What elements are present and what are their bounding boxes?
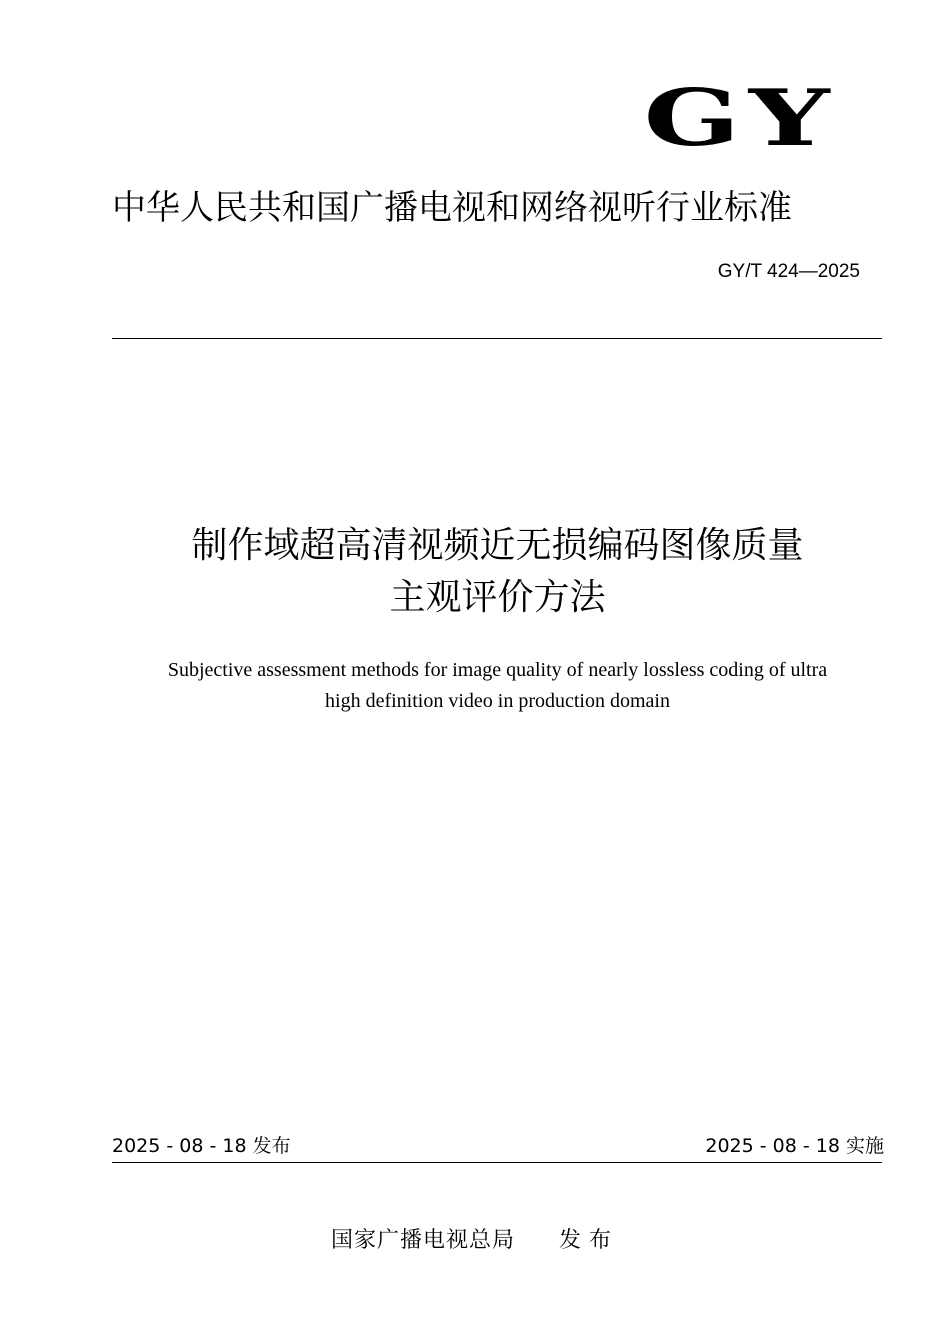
issuer-name: 国家广播电视总局 [330, 1228, 515, 1253]
title-english-line-2: high definition video in production domain [325, 690, 670, 712]
standard-category: 中华人民共和国广播电视和网络视听行业标准 [112, 188, 792, 228]
issuer [0, 1224, 950, 1258]
title-chinese-line-2: 主观评价方法 [389, 577, 606, 618]
title-english-line-1: Subjective assessment methods for image quality of nearly lossless coding of ultra [167, 659, 828, 681]
standard-number: GY/T 424—2025 [717, 261, 860, 282]
date-row [112, 1133, 884, 1159]
issuer-action: 发布 [559, 1228, 620, 1253]
title-chinese-line-1: 制作域超高清视频近无损编码图像质量 [191, 525, 804, 566]
title-english [90, 655, 905, 717]
title-chinese [90, 520, 905, 624]
publish-date: 2025 - 08 - 18 发布 [112, 1135, 291, 1157]
bottom-divider [112, 1162, 882, 1163]
gy-logo: GY [643, 73, 838, 164]
top-divider [112, 338, 882, 339]
effective-date: 2025 - 08 - 18 实施 [705, 1135, 884, 1157]
